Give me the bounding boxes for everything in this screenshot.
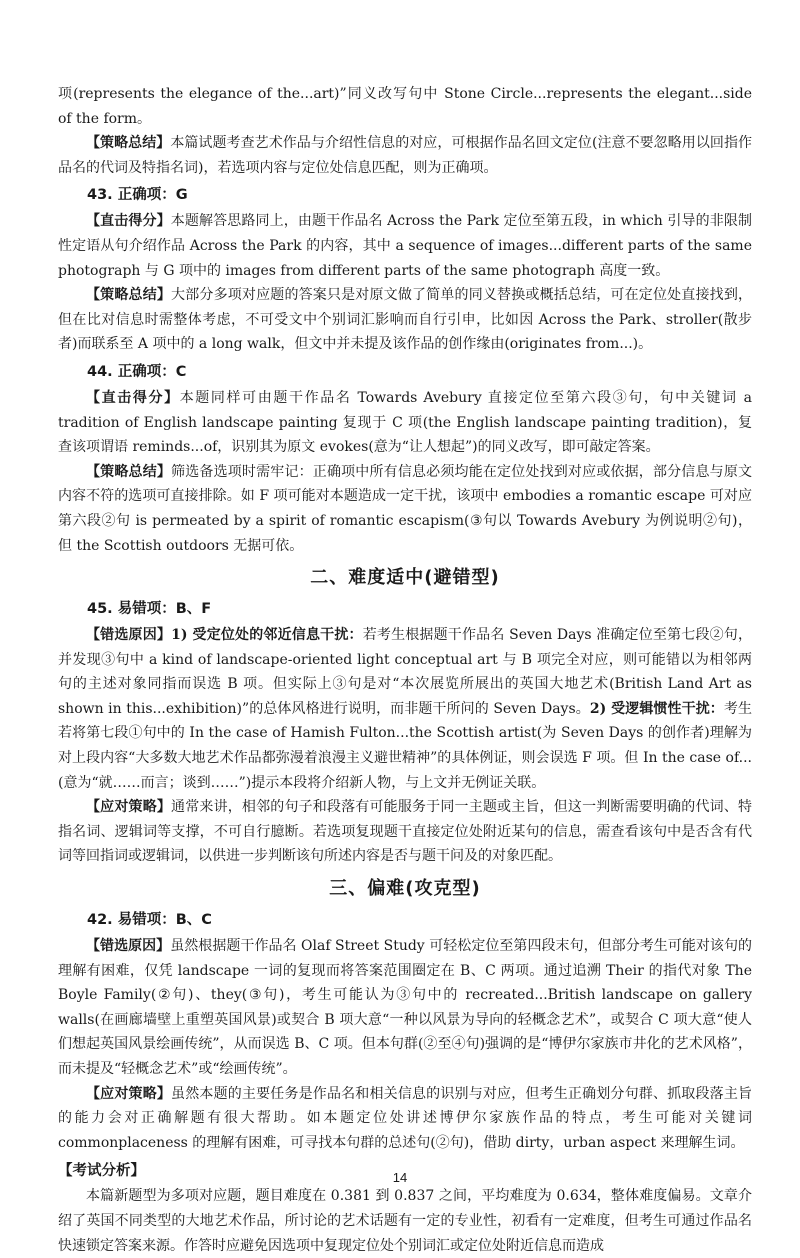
- q45-response-strategy-tag: 【应对策略】: [86, 799, 172, 816]
- q43-direct-score-text: 本题解答思路同上，由题干作品名 Across the Park 定位至第五段，in which 引导的非限制性定语从句介绍作品 Across the Park 的内容，其中 a sequence of images...different parts of the same photograph 与 G 项中的 images from different parts of the same photograph 高度一致。: [58, 213, 753, 279]
- q43-strategy-text: 大部分多项对应题的答案只是对原文做了简单的同义替换或概括总结，可在定位处直接找到，但在比对信息时需整体考虑，不可受文中个别词汇影响而自行引申，比如因 Across the Park、stroller(散步者)而联系至 A 项中的 a long walk，但文中并未提及该作品的创作缘由(originates from...)。: [58, 287, 753, 353]
- intro-paragraph: 项(represents the elegance of the...art)”同义改写句中 Stone Circle...represents the elegant...side of the form。: [58, 86, 752, 127]
- strategy-summary-paragraph: [58, 131, 752, 180]
- section-heading-moderate: 二、难度适中(避错型): [310, 567, 500, 589]
- q45-wrong-choice-tag: 【错选原因】: [86, 627, 172, 644]
- q43-direct-score-paragraph: [58, 209, 752, 283]
- q42-response-strategy-text: 虽然本题的主要任务是作品名和相关信息的识别与对应，但考生正确划分句群、抓取段落主旨的能力会对正确解题有很大帮助。如本题定位处讲述博伊尔家族作品的特点，考生可能对关键词 commonplaceness 的理解有困难，可寻找本句群的总述句(②句)，借助 dirty，urban aspect 来理解生词。: [58, 1085, 753, 1151]
- q43-direct-score-tag: 【直击得分】: [86, 213, 171, 230]
- q43-strategy-tag: 【策略总结】: [86, 287, 172, 304]
- q44-direct-score-paragraph: [58, 386, 752, 460]
- q42-wrong-choice-tag: 【错选原因】: [86, 938, 171, 955]
- q45-wrong-choice-paragraph: [58, 623, 752, 795]
- page-number: 14: [392, 1170, 408, 1185]
- question-42-heading: 42. 易错项：B、C: [87, 912, 212, 929]
- q45-response-strategy-paragraph: [58, 795, 752, 869]
- q42-response-strategy-paragraph: [58, 1082, 752, 1156]
- q45-point-1-title: 1) 受定位处的邻近信息干扰：: [171, 627, 363, 644]
- q44-strategy-tag: 【策略总结】: [86, 463, 172, 480]
- question-45-heading: 45. 易错项：B、F: [87, 601, 212, 618]
- q44-direct-score-tag: 【直击得分】: [86, 389, 180, 406]
- q44-strategy-text: 筛选备选项时需牢记：正确项中所有信息必须均能在定位处找到对应或依据，部分信息与原文内容不符的选项可直接排除。如 F 项可能对本题造成一定干扰，该项中 embodies a romantic escape 可对应第六段②句 is permeated by a spirit of romantic escapism(③句以 Towards Avebury 为例说明②句)，但 the Scottish outdoors 无据可依。: [58, 463, 753, 554]
- q44-direct-score-text: 本题同样可由题干作品名 Towards Avebury 直接定位至第六段③句，句中关键词 a tradition of English landscape painting 复现于 C 项(the English landscape painting tradition)，复查该项谓语 reminds...of，识别其为原文 evokes(意为“让人想起”)的同义改写，即可敲定答案。: [58, 389, 753, 456]
- question-43-heading: 43. 正确项：G: [87, 187, 188, 204]
- q45-point-2-text: 考生若将第七段①句中的 In the case of Hamish Fulton...the Scottish artist(为 Seven Days 的创作者)理解为对上段内容“大多数大地艺术作品都弥漫着浪漫主义避世精神”的具体例证，则会误选 F 项。但 In the case of...(意为“就……而言；谈到……”)提示本段将介绍新人物，与上文并无例证关联。: [58, 700, 752, 791]
- exam-analysis-paragraph: 本篇新题型为多项对应题，题目难度在 0.381 到 0.837 之间，平均难度为 0.634，整体难度偏易。文章介绍了英国不同类型的大地艺术作品，所讨论的艺术话题有一定的专业性，初看有一定难度，但考生可通过作品名快速锁定答案来源。作答时应避免因选项中复现定位处个别词汇或定位处附近信息而造成: [58, 1188, 752, 1254]
- q42-wrong-choice-paragraph: [58, 934, 752, 1082]
- q45-point-1-text: 若考生根据题干作品名 Seven Days 准确定位至第七段②句，并发现③句中 a kind of landscape-oriented light conceptual art 与 B 项完全对应，则可能错以为相邻两句的主述对象同指而误选 B 项。但实际上③句是对“本次展览所展出的英国大地艺术(British Land Art as shown in this...exhibition)”的总体风格进行说明，而非题干所问的 Seven Days。: [58, 627, 752, 717]
- strategy-summary-text: 本篇试题考查艺术作品与介绍性信息的对应，可根据作品名回文定位(注意不要忽略用以回指作品名的代词及特指名词)，若选项内容与定位处信息匹配，则为正确项。: [58, 135, 752, 176]
- q45-response-strategy-text: 通常来讲，相邻的句子和段落有可能服务于同一主题或主旨，但这一判断需要明确的代词、特指名词、逻辑词等支撑，不可自行臆断。若选项复现题干直接定位处附近某句的信息，需查看该句中是否含有代词等回指词或逻辑词，以供进一步判断该句所述内容是否与题干问及的对象匹配。: [58, 799, 753, 865]
- section-heading-difficult: 三、偏难(攻克型): [329, 878, 481, 900]
- q42-wrong-choice-text: 虽然根据题干作品名 Olaf Street Study 可轻松定位至第四段末句，但部分考生可能对该句的理解有困难，仅凭 landscape 一词的复现而将答案范围圈定在 B、C 两项。通过追溯 Their 的指代对象 The Boyle Family(②句)、they(③句)，考生可能认为③句中的 recreated...British landscape on gallery walls(在画廊墙壁上重塑英国风景)或契合 B 项大意“一种以风景为导向的轻概念艺术”，或契合 C 项大意“使人们想起英国风景绘画传统”，从而误选 B、C 项。但本句群(②至④句)强调的是“博伊尔家族市井化的艺术风格”，而未提及“轻概念艺术”或“绘画传统”。: [58, 938, 753, 1077]
- q45-point-2-title: 2) 受逻辑惯性干扰：: [589, 700, 724, 717]
- q42-response-strategy-tag: 【应对策略】: [86, 1085, 172, 1102]
- q44-strategy-paragraph: [58, 460, 752, 558]
- q43-strategy-paragraph: [58, 283, 752, 357]
- exam-analysis-heading: 【考试分析】: [58, 1163, 145, 1180]
- strategy-summary-tag: 【策略总结】: [86, 135, 171, 152]
- question-44-heading: 44. 正确项：C: [87, 363, 187, 380]
